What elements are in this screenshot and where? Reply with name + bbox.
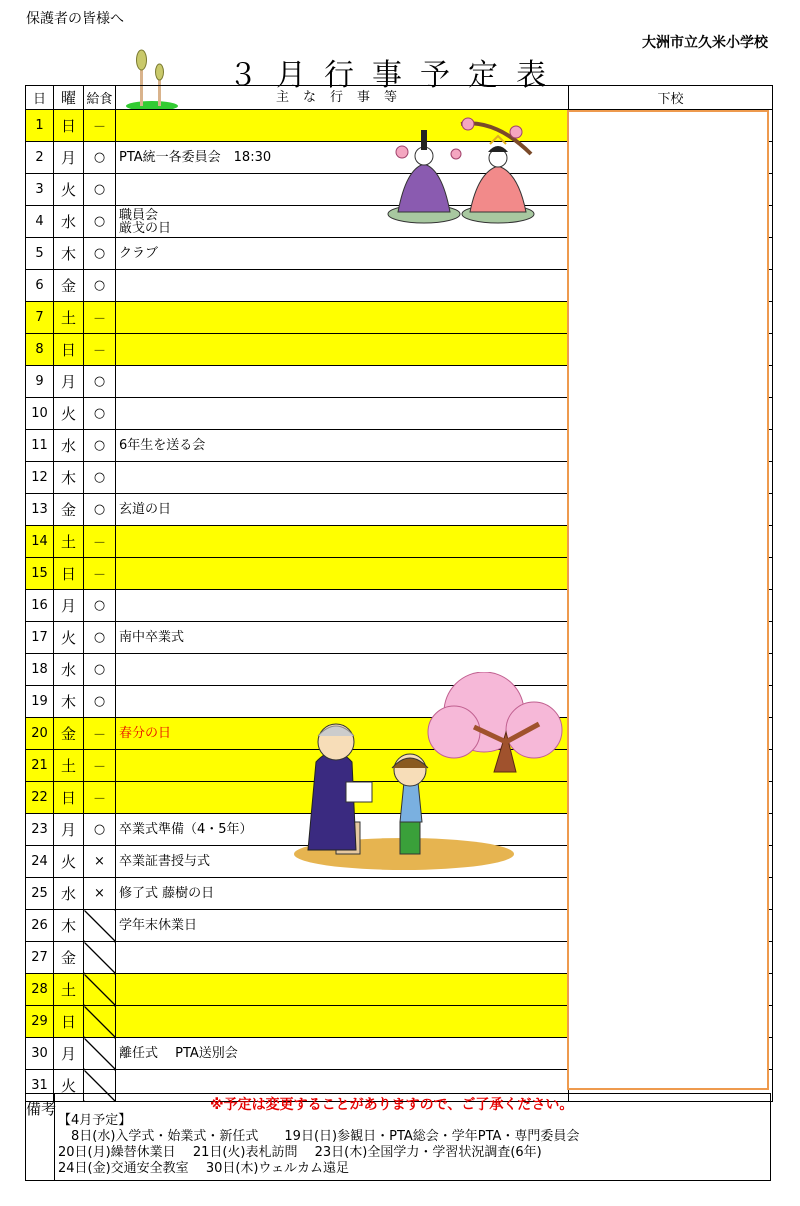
event-cell	[116, 270, 569, 302]
day-cell: 10	[26, 398, 54, 430]
event-cell: 卒業式準備（4・5年）	[116, 814, 569, 846]
event-cell: 春分の日	[116, 718, 569, 750]
day-cell: 23	[26, 814, 54, 846]
meal-cell: ○	[84, 174, 116, 206]
weekday-cell: 日	[54, 1006, 84, 1038]
weekday-cell: 火	[54, 398, 84, 430]
day-cell: 11	[26, 430, 54, 462]
day-cell: 4	[26, 206, 54, 238]
graduation-illustration	[294, 672, 566, 870]
april-line: 20日(月)繰替休業日 21日(火)表札訪問 23日(木)全国学力・学習状況調査(6年)	[58, 1145, 542, 1160]
meal-cell: ○	[84, 270, 116, 302]
event-cell	[116, 590, 569, 622]
greeting-text: 保護者の皆様へ	[26, 11, 124, 27]
day-cell: 15	[26, 558, 54, 590]
event-cell: 学年末休業日	[116, 910, 569, 942]
weekday-cell: 月	[54, 366, 84, 398]
day-cell: 16	[26, 590, 54, 622]
day-cell: 25	[26, 878, 54, 910]
header-weekday: 曜	[54, 86, 84, 110]
event-cell	[116, 974, 569, 1006]
day-cell: 12	[26, 462, 54, 494]
day-cell: 1	[26, 110, 54, 142]
day-cell: 13	[26, 494, 54, 526]
day-cell: 19	[26, 686, 54, 718]
meal-cell: －	[84, 110, 116, 142]
day-cell: 18	[26, 654, 54, 686]
meal-cell: －	[84, 558, 116, 590]
event-cell: 南中卒業式	[116, 622, 569, 654]
meal-cell: ○	[84, 494, 116, 526]
event-cell: クラブ	[116, 238, 569, 270]
day-cell: 7	[26, 302, 54, 334]
day-cell: 30	[26, 1038, 54, 1070]
day-cell: 21	[26, 750, 54, 782]
event-cell	[116, 462, 569, 494]
day-cell: 2	[26, 142, 54, 174]
meal-cell: －	[84, 718, 116, 750]
meal-cell: －	[84, 302, 116, 334]
april-line: 24日(金)交通安全教室 30日(木)ウェルカム遠足	[58, 1161, 349, 1176]
day-cell: 17	[26, 622, 54, 654]
weekday-cell: 日	[54, 110, 84, 142]
event-cell: 玄道の日	[116, 494, 569, 526]
header-day: 日	[26, 86, 54, 110]
weekday-cell: 月	[54, 142, 84, 174]
weekday-cell: 月	[54, 590, 84, 622]
weekday-cell: 木	[54, 910, 84, 942]
meal-cell: ○	[84, 654, 116, 686]
weekday-cell: 木	[54, 686, 84, 718]
day-cell: 8	[26, 334, 54, 366]
header-events: 主な行事等	[116, 86, 569, 110]
day-cell: 22	[26, 782, 54, 814]
meal-cell: ○	[84, 686, 116, 718]
day-cell: 9	[26, 366, 54, 398]
weekday-cell: 金	[54, 270, 84, 302]
event-cell: PTA統一各委員会 18:30	[116, 142, 569, 174]
april-schedule	[58, 1113, 579, 1177]
weekday-cell: 火	[54, 174, 84, 206]
day-cell: 6	[26, 270, 54, 302]
day-cell: 5	[26, 238, 54, 270]
event-cell	[116, 1006, 569, 1038]
weekday-cell: 水	[54, 206, 84, 238]
event-cell	[116, 558, 569, 590]
meal-cell: ○	[84, 430, 116, 462]
hina-dolls-illustration	[386, 114, 542, 226]
event-cell: 卒業証書授与式	[116, 846, 569, 878]
table-header-row	[26, 86, 773, 110]
gekou-column-box	[567, 110, 769, 1090]
weekday-cell: 金	[54, 942, 84, 974]
april-line: 8日(水)入学式・始業式・新任式 19日(日)参観日・PTA総会・学年PTA・専門委員会	[58, 1129, 580, 1144]
meal-cell: ○	[84, 590, 116, 622]
weekday-cell: 土	[54, 750, 84, 782]
weekday-cell: 日	[54, 782, 84, 814]
event-cell: 離任式 PTA送別会	[116, 1038, 569, 1070]
meal-cell: ○	[84, 398, 116, 430]
event-cell: 職員会 厳戈の日	[116, 206, 569, 238]
day-cell: 27	[26, 942, 54, 974]
meal-cell: ×	[84, 846, 116, 878]
remarks-label: 備考	[26, 1100, 57, 1118]
meal-cell: ×	[84, 878, 116, 910]
event-cell: 6年生を送る会	[116, 430, 569, 462]
weekday-cell: 火	[54, 846, 84, 878]
header-meal: 給食	[84, 86, 116, 110]
day-cell: 29	[26, 1006, 54, 1038]
weekday-cell: 土	[54, 974, 84, 1006]
meal-cell: －	[84, 526, 116, 558]
event-cell	[116, 398, 569, 430]
event-cell	[116, 366, 569, 398]
day-cell: 26	[26, 910, 54, 942]
weekday-cell: 金	[54, 718, 84, 750]
weekday-cell: 水	[54, 654, 84, 686]
weekday-cell: 水	[54, 878, 84, 910]
weekday-cell: 水	[54, 430, 84, 462]
weekday-cell: 日	[54, 558, 84, 590]
page-title: ３月行事予定表	[228, 58, 564, 93]
header-gekou: 下校	[569, 86, 773, 110]
meal-cell: ○	[84, 238, 116, 270]
weekday-cell: 金	[54, 494, 84, 526]
meal-cell: ○	[84, 206, 116, 238]
meal-cell: ○	[84, 366, 116, 398]
day-cell: 28	[26, 974, 54, 1006]
meal-cell: ○	[84, 462, 116, 494]
weekday-cell: 火	[54, 622, 84, 654]
meal-cell	[84, 910, 116, 942]
meal-cell: －	[84, 334, 116, 366]
weekday-cell: 火	[54, 1070, 84, 1102]
remarks-note: ※予定は変更することがありますので、ご了承ください。	[210, 1097, 574, 1113]
meal-cell: ○	[84, 142, 116, 174]
event-cell	[116, 942, 569, 974]
day-cell: 3	[26, 174, 54, 206]
event-cell	[116, 302, 569, 334]
weekday-cell: 日	[54, 334, 84, 366]
event-cell	[116, 334, 569, 366]
meal-cell	[84, 974, 116, 1006]
meal-cell: ○	[84, 622, 116, 654]
event-cell	[116, 526, 569, 558]
meal-cell: ○	[84, 814, 116, 846]
weekday-cell: 木	[54, 238, 84, 270]
weekday-cell: 月	[54, 814, 84, 846]
weekday-cell: 月	[54, 1038, 84, 1070]
meal-cell: －	[84, 782, 116, 814]
weekday-cell: 木	[54, 462, 84, 494]
day-cell: 14	[26, 526, 54, 558]
day-cell: 31	[26, 1070, 54, 1102]
event-cell: 修了式 藤樹の日	[116, 878, 569, 910]
meal-cell	[84, 1038, 116, 1070]
meal-cell	[84, 1006, 116, 1038]
meal-cell: －	[84, 750, 116, 782]
day-cell: 24	[26, 846, 54, 878]
weekday-cell: 土	[54, 526, 84, 558]
day-cell: 20	[26, 718, 54, 750]
weekday-cell: 土	[54, 302, 84, 334]
meal-cell	[84, 942, 116, 974]
school-name: 大洲市立久米小学校	[642, 35, 768, 51]
april-line: 【4月予定】	[58, 1113, 132, 1128]
